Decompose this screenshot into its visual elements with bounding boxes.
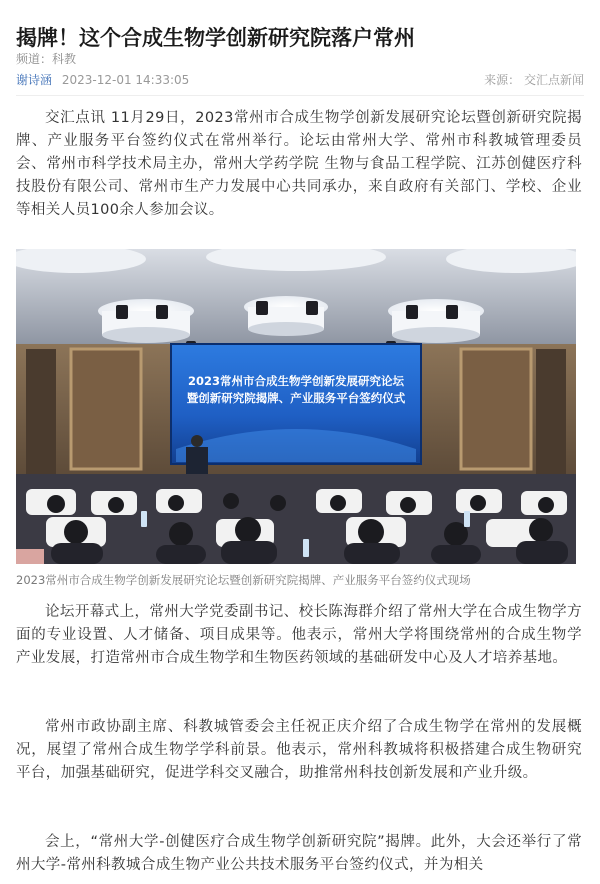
header-divider bbox=[16, 95, 584, 96]
forum-photo bbox=[16, 249, 576, 564]
author-link[interactable]: 谢诗涵 bbox=[16, 73, 53, 87]
paragraph-cppcc: 常州市政协副主席、科教城管委会主任祝正庆介绍了合成生物学在常州的发展概况，展望了常州合成生物学学科前景。他表示，常州科教城将积极搭建合成生物研究平台，加强基础研究，促进学科交叉融合，助推常州科技创新发展和产业升级。 bbox=[16, 719, 582, 781]
channel-line bbox=[16, 50, 76, 68]
article-meta bbox=[16, 70, 584, 90]
paragraph-opening: 论坛开幕式上，常州大学党委副书记、校长陈海群介绍了常州大学在合成生物学方面的专业设置、人才储备、项目成果等。他表示，常州大学将围绕常州的合成生物学产业发展，打造常州市合成生物学和生物医药领域的基础研发中心及人才培养基地。 bbox=[16, 604, 582, 666]
screen-title-line1: 2023常州市合成生物学创新发展研究论坛 bbox=[187, 374, 405, 388]
photo-caption: 2023常州市合成生物学创新发展研究论坛暨创新研究院揭牌、产业服务平台签约仪式现场 bbox=[16, 573, 471, 587]
paragraph-intro: 交汇点讯 11月29日，2023常州市合成生物学创新发展研究论坛暨创新研究院揭牌、产业服务平台签约仪式在常州举行。论坛由常州大学、常州市科教城管理委员会、常州市科学技术局主办，常州大学药学院 生物与食品工程学院、江苏创健医疗科技股份有限公司、常州市生产力发展中心共同承办，来自政府有关部门、学校、企业等相关人员100余人参加会议。 bbox=[16, 110, 582, 218]
channel-value[interactable]: 科教 bbox=[52, 52, 77, 66]
source-label: 来源： 交汇点新闻 bbox=[484, 73, 584, 87]
publish-datetime: 2023-12-01 14:33:05 bbox=[61, 73, 190, 87]
channel-label: 频道： bbox=[16, 52, 53, 66]
screen-title-line2: 暨创新研究院揭牌、产业服务平台签约仪式 bbox=[186, 391, 406, 405]
paragraph-unveiling: 会上，“常州大学-创健医疗合成生物学创新研究院”揭牌。此外，大会还举行了常州大学-常州科教城合成生物产业公共技术服务平台签约仪式，并为相关 bbox=[16, 834, 582, 873]
article-title: 揭牌！这个合成生物学创新研究院落户常州 bbox=[16, 26, 415, 51]
